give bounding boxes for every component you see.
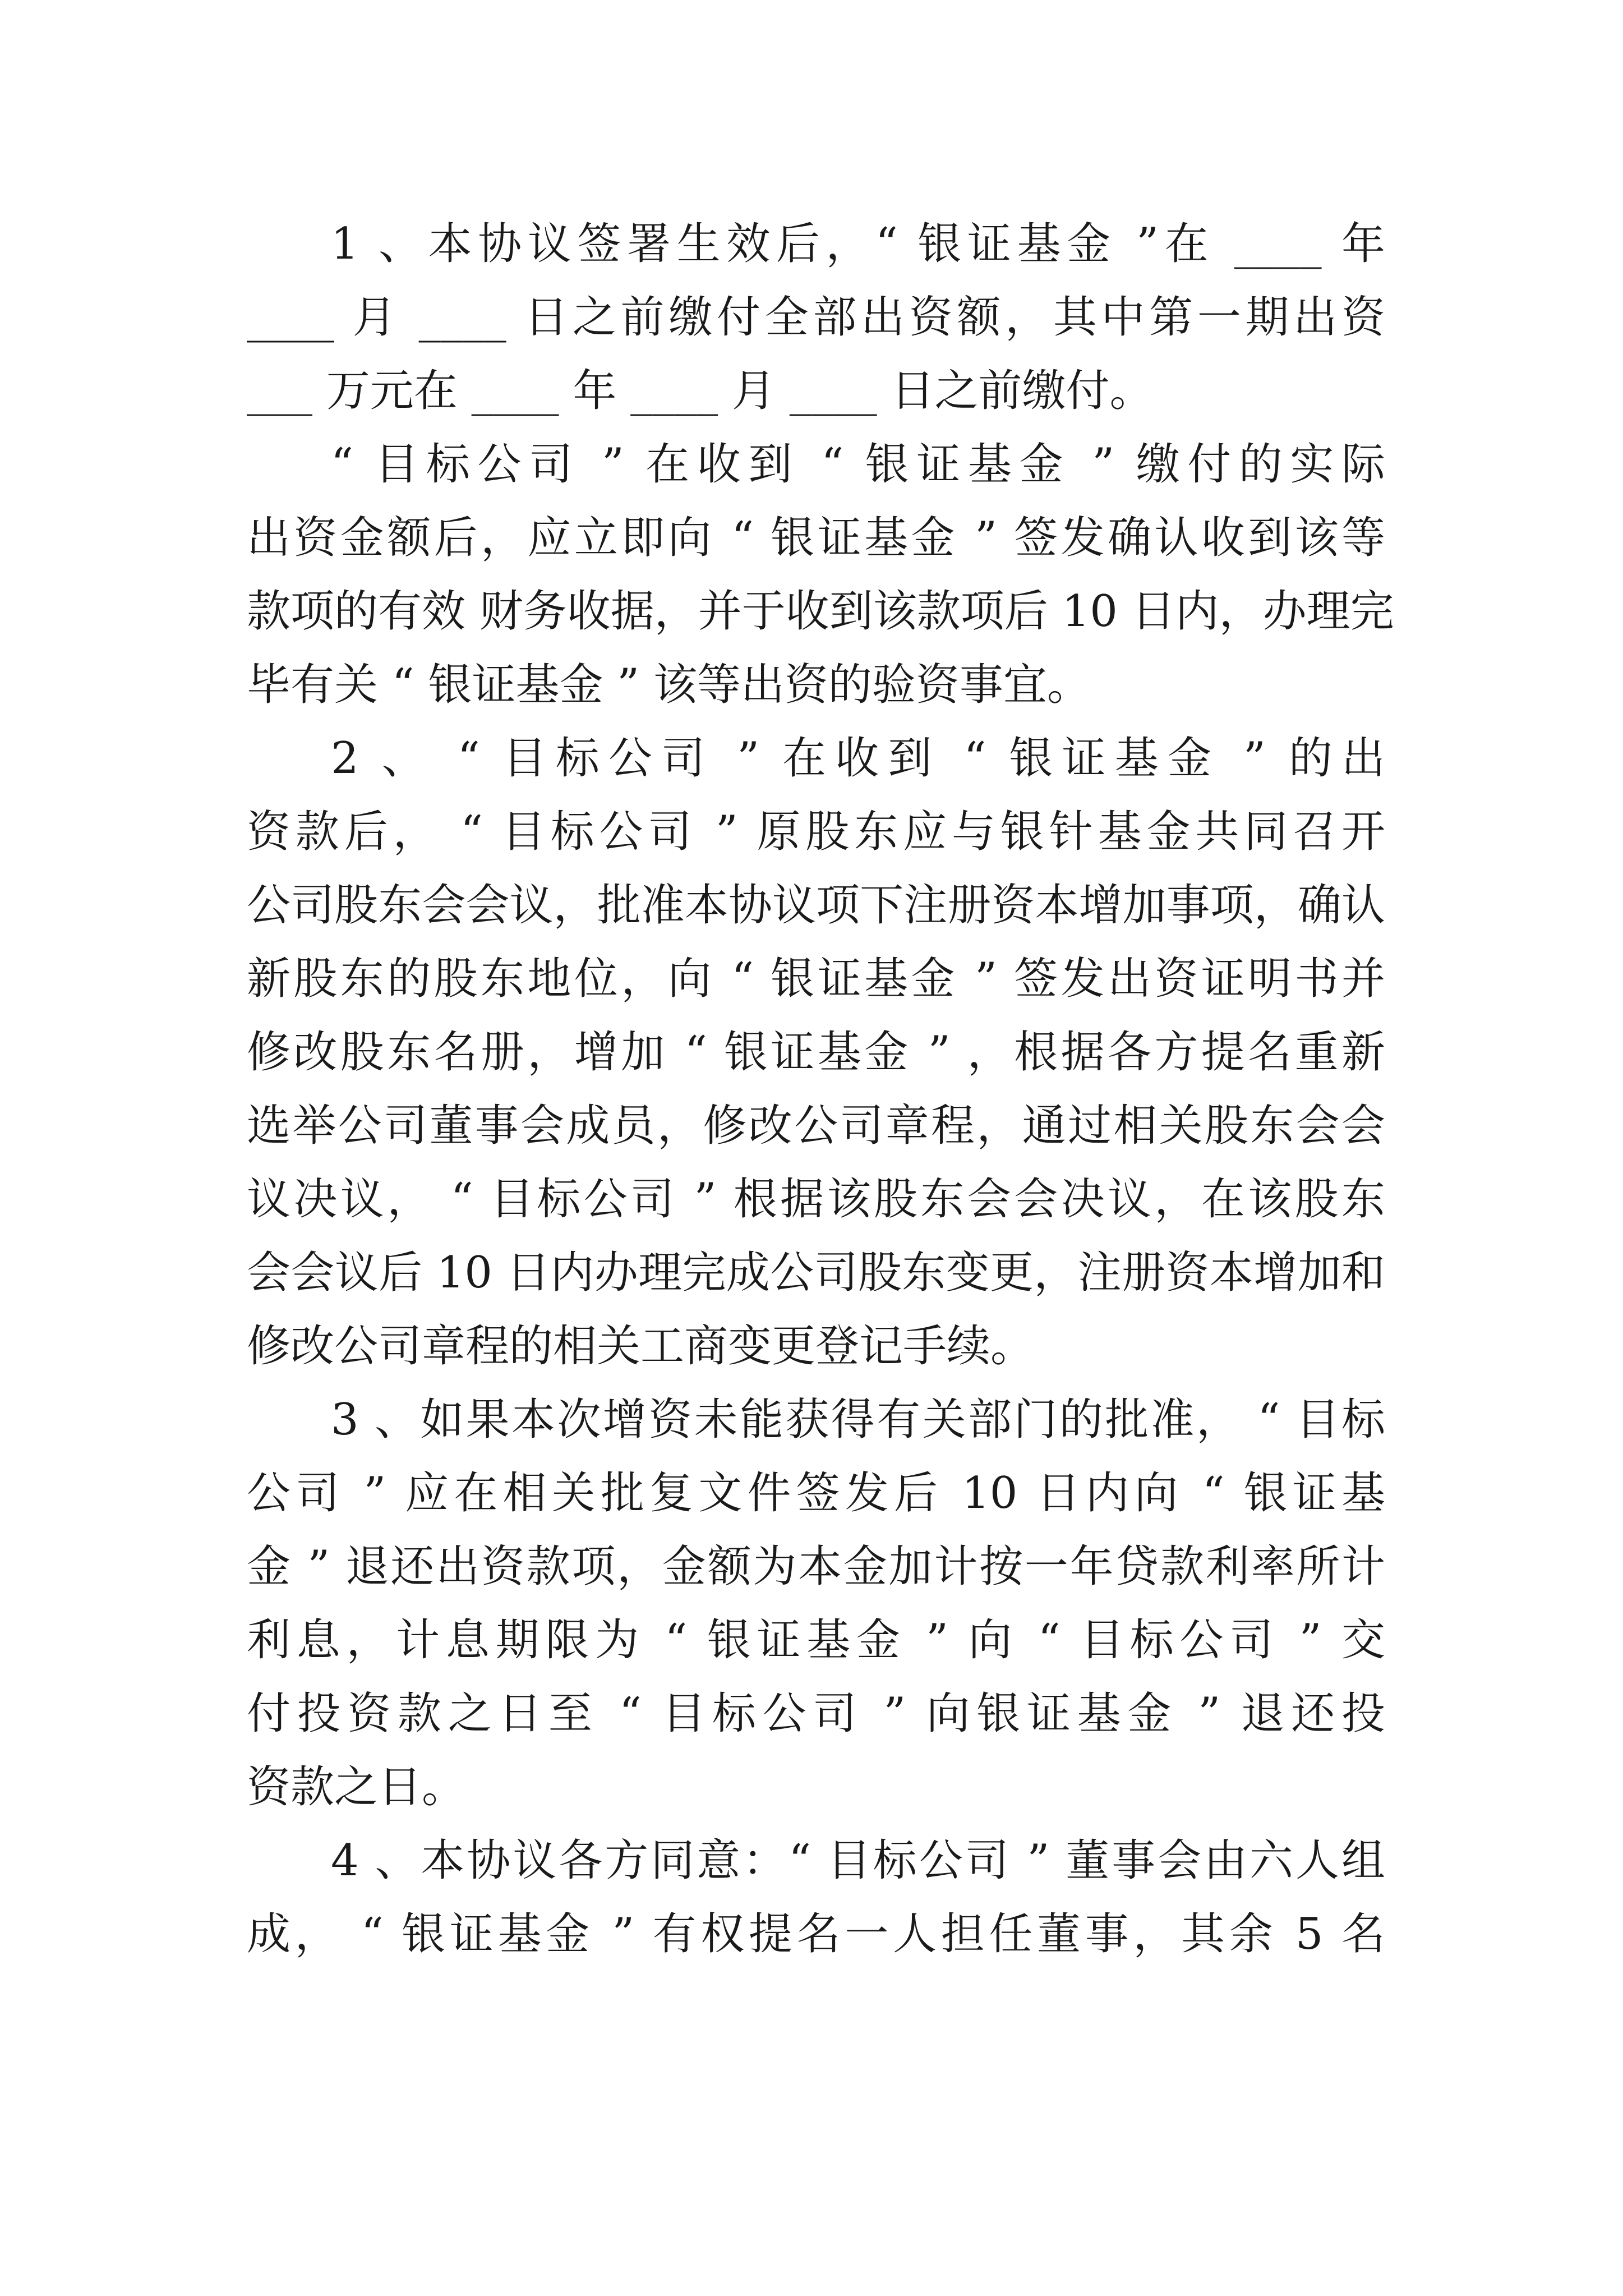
text-line: 款项的有效 财务收据，并于收到该款项后 10 日内，办理完 — [247, 586, 1394, 637]
text-line: ____ 月 ____ 日之前缴付全部出资额，其中第一期出资 — [247, 292, 1385, 343]
text-line: “ 目标公司 ” 在收到 “ 银证基金 ” 缴付的实际 — [331, 439, 1385, 490]
text-line: 新股东的股东地位，向 “ 银证基金 ” 签发出资证明书并 — [247, 954, 1385, 1004]
text-line: 公司 ” 应在相关批复文件签发后 10 日内向 “ 银证基 — [247, 1468, 1385, 1519]
text-line: 资款之日。 — [247, 1762, 466, 1812]
text-line: 2 、 “ 目标公司 ” 在收到 “ 银证基金 ” 的出 — [331, 733, 1385, 784]
text-line: 公司股东会会议，批准本协议项下注册资本增加事项，确认 — [247, 880, 1385, 931]
text-line: 成， “ 银证基金 ” 有权提名一人担任董事，其余 5 名 — [247, 1909, 1385, 1959]
text-line: 选举公司董事会成员，修改公司章程，通过相关股东会会 — [247, 1101, 1385, 1151]
document-body — [247, 208, 1394, 1971]
text-line: 1 、本协议签署生效后，“ 银证基金 ”在 ____ 年 — [331, 219, 1385, 269]
text-line: 资款后， “ 目标公司 ” 原股东应与银针基金共同召开 — [247, 807, 1385, 857]
text-line: 会会议后 10 日内办理完成公司股东变更，注册资本增加和 — [247, 1248, 1385, 1298]
text-line: 金 ” 退还出资款项，金额为本金加计按一年贷款利率所计 — [247, 1542, 1385, 1592]
text-line: 3 、如果本次增资未能获得有关部门的批准， “ 目标 — [331, 1395, 1385, 1445]
text-line: ___ 万元在 ____ 年 ____ 月 ____ 日之前缴付。 — [247, 366, 1154, 416]
text-line: 出资金额后，应立即向 “ 银证基金 ” 签发确认收到该等 — [247, 513, 1385, 563]
text-line: 利息，计息期限为 “ 银证基金 ” 向 “ 目标公司 ” 交 — [247, 1615, 1385, 1665]
text-line: 毕有关 “ 银证基金 ” 该等出资的验资事宜。 — [247, 660, 1091, 710]
text-line: 修改股东名册，增加 “ 银证基金 ” ，根据各方提名重新 — [247, 1027, 1385, 1078]
text-line: 议决议， “ 目标公司 ” 根据该股东会会决议，在该股东 — [247, 1174, 1385, 1225]
text-line: 付投资款之日至 “ 目标公司 ” 向银证基金 ” 退还投 — [247, 1688, 1385, 1739]
text-line: 4 、本协议各方同意：“ 目标公司 ” 董事会由六人组 — [331, 1835, 1385, 1886]
text-line: 修改公司章程的相关工商变更登记手续。 — [247, 1321, 1035, 1372]
